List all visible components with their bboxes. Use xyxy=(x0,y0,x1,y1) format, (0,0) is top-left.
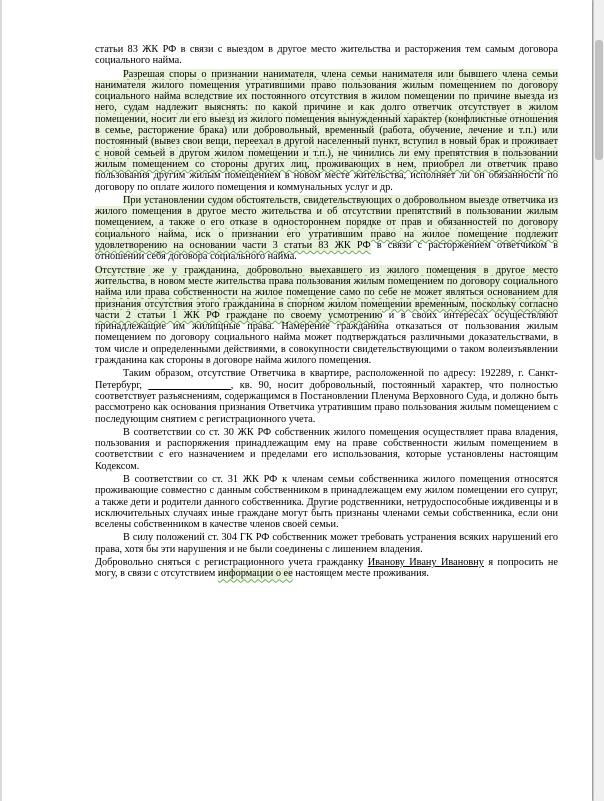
paragraph-text: и в своих интересах осуществляют принадлежащие им жилищные права. Намерение гражданина отказаться от пользования жилым помещением по договору социального найма может подтверждаться различными доказательствами, в том числе и определенными действиями, в совокупности свидетельствующими о таком волеизъявлении гражданина как стороны в договоре найма жилого помещения. xyxy=(95,309,559,367)
paragraph-text: В соответствии со ст. 31 ЖК РФ к членам семьи собственника жилого помещения относятся проживающие совместно с данным собственником в принадлежащем ему жилом помещении его супруг, а также дети и родители данного собственника. Другие родственники, нетрудоспособные иждивенцы и в исключительных случаях иные граждане могут быть признаны членами семьи собственника, если они вселены собственником в качестве членов своей семьи. xyxy=(95,473,558,531)
highlighted-text: информации о ее xyxy=(217,568,293,580)
vertical-scrollbar[interactable] xyxy=(593,0,604,801)
document-body xyxy=(95,44,558,582)
document-page xyxy=(2,0,592,801)
paragraph-2 xyxy=(95,195,558,263)
paragraph-0 xyxy=(95,44,558,67)
paragraph-text: я попросить не могу, в связи с отсутствием xyxy=(95,557,558,580)
highlighted-text: Отсутствие же у гражданина, добровольно выехавшего из жилого помещения в другое место жительства, в новом месте жительства права пользования жилым помещением по договору социального найма или права собственности на жилое помещение само по себе не может являться основанием для признания отсутствия этого гражданина в спорном жилом помещении временным, поскольку согласно части 2 статьи 1 ЖК РФ граждане по своему усмотрению xyxy=(95,264,558,321)
paragraph-8 xyxy=(95,557,558,580)
paragraph-text: статьи 83 ЖК РФ в связи с выездом в другое место жительства и расторжения тем самым договора социального найма. xyxy=(95,44,558,67)
paragraph-1 xyxy=(95,69,558,193)
paragraph-text: , кв. 90, носит добровольный, постоянный характер, что полностью соответствует разъяснениям, содержащимся в Постановлении Пленума Верховного Суда, и должно быть рассмотрено как основания признания Ответчика утратившим право пользования жилым помещением с последующим снятием с регистрационного учета. xyxy=(95,379,558,425)
paragraph-text: настоящем месте проживания. xyxy=(292,568,429,580)
highlighted-text: Разрешая споры о признании нанимателя, члена семьи нанимателя или бывшего члена семьи нанимателя жилого помещения утратившими право пользования жилым помещением по договору социального найма вследствие их постоянного отсутствия в жилом помещении по причине выезда из него, судам надлежит выяснять: по какой причине и как долго ответчик отсутствует в жилом помещении, носит ли его выезд из жилого помещения вынужденный характер (конфликтные отношения в семье, расторжение брака) или добровольный, временный (работа, обучение, лечение и т.п.) или постоянный (вывез свои вещи, переехал в другой населенный пункт, вступил в новый брак и проживает с новой семьей в другом жилом помещении и т.п.), не чинились ли ему препятствия в пользовании жилым помещением со стороны других лиц, проживающих в нем, приобрел ли ответчик право xyxy=(95,68,558,170)
person-name: Иванову Ивану Ивановну xyxy=(367,557,484,569)
paragraph-4 xyxy=(95,368,558,424)
paragraph-text: В силу положений ст. 304 ГК РФ собственник может требовать устранения всяких нарушений его права, хотя бы эти нарушения и не были соединены с лишением владения. xyxy=(95,532,558,555)
paragraph-text: в связи с расторжением ответчиком в отношении себя договора социального найма. xyxy=(95,240,558,263)
paragraph-text: В соответствии со ст. 30 ЖК РФ собственник жилого помещения осуществляет права владения, пользования и распоряжения принадлежащим ему на праве собственности жилым помещением в соответствии с его назначением и пределами его использования, которые установлены настоящим Кодексом. xyxy=(95,426,558,472)
highlighted-text: При установлении судом обстоятельств, свидетельствующих о добровольном выезде ответчика из жилого помещения в другое место жительства и об отсутствии препятствий в пользовании жилым помещением, а также о его отказе в одностороннем порядке от прав и обязанностей по договору социального найма, иск о признании его утратившим право на жилое помещение подлежит удовлетворению на основании части 3 статьи 83 ЖК РФ xyxy=(95,194,558,252)
paragraph-3 xyxy=(95,265,558,367)
address-blank: ________________ xyxy=(148,379,231,391)
paragraph-6 xyxy=(95,474,558,530)
paragraph-text: пользования другим жилым помещением в новом месте жительства, исполняет ли он обязанности по договору по оплате жилого помещения и коммунальных услуг и др. xyxy=(95,170,558,193)
paragraph-7 xyxy=(95,532,558,555)
paragraph-5 xyxy=(95,427,558,472)
paragraph-text: Добровольно сняться с регистрационного учета гражданку xyxy=(95,557,368,569)
scrollbar-thumb[interactable] xyxy=(595,40,603,160)
paragraph-text: Таким образом, отсутствие Ответчика в квартире, расположенной по адресу: 192289, г. Санкт-Петербург, xyxy=(95,368,558,391)
